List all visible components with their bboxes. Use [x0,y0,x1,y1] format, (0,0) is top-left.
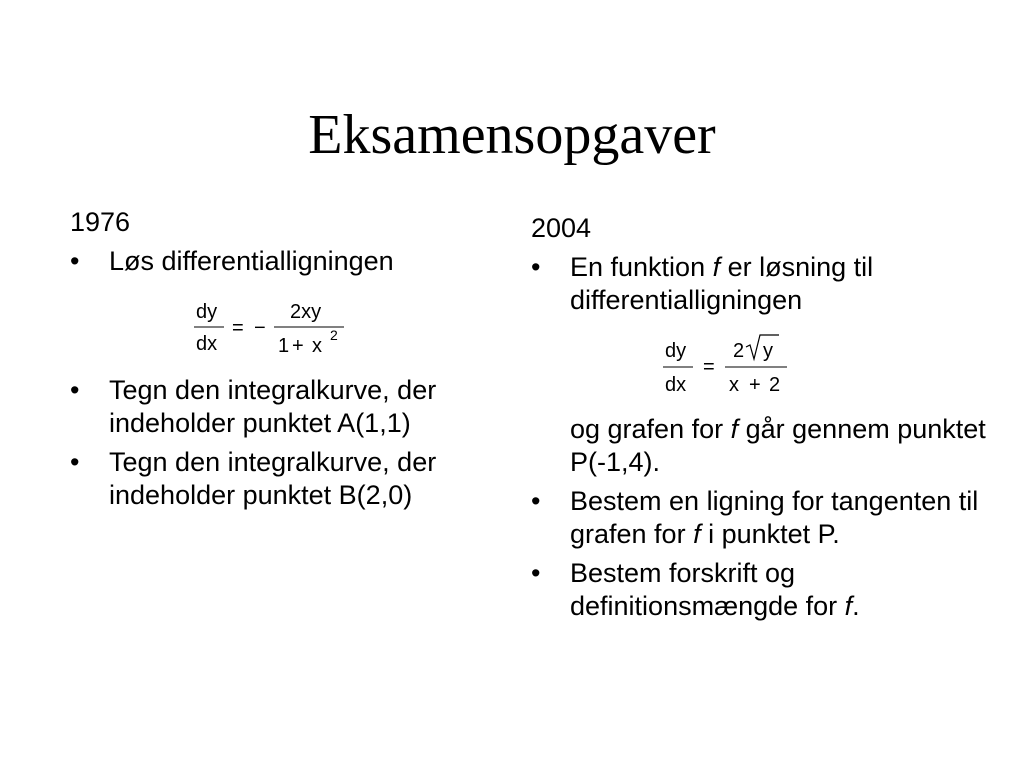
year-2004: 2004 [531,213,592,243]
equation-1976 [70,290,500,364]
bullet-text: Tegn den integralkurve, der indeholder punktet B(2,0) [109,447,437,510]
eq-equals: = [232,317,244,339]
function-f: f [844,591,853,621]
bullet-dot: • [531,252,541,282]
bullet-text: Løs differentialligningen [109,246,394,276]
bullet-dot: • [70,246,80,276]
eq-equals: = [703,356,715,378]
eq-den-plus: + [749,374,761,396]
function-f: f [712,252,721,282]
function-f: f [730,414,739,444]
left-column [70,206,500,518]
eq-den-plus: + [292,335,304,357]
bullet-item-function [531,251,991,317]
equation-svg [661,329,801,403]
bullet-item-curve-a [70,374,500,440]
bullet-text-post: er løsning til differentialligningen [570,252,874,315]
slide-title: Eksamensopgaver [308,104,716,166]
right-column [531,212,991,629]
eq-den-dx: dx [665,374,687,396]
eq-den-x: x [729,374,739,396]
eq-num-dy: dy [196,301,218,323]
bullet-dot: • [70,447,80,477]
eq-den-dx: dx [196,333,218,355]
cont-text-pre: og grafen for [570,414,731,444]
bullet-item-tangent [531,485,991,551]
bullet-text-pre: Bestem en ligning for tangenten til grafen for [570,486,979,549]
bullet-text: Tegn den integralkurve, der indeholder punktet A(1,1) [109,375,437,438]
bullet-dot: • [531,486,541,516]
continuation-text [531,413,991,479]
equation-svg [190,290,360,364]
eq-minus: − [254,317,266,339]
bullet-text-post: i punktet P. [700,519,840,549]
eq-den-x: x [312,335,322,357]
bullet-item-solve [70,245,500,278]
bullet-text-pre: Bestem forskrift og definitionsmængde for [570,558,845,621]
year-1976: 1976 [70,207,131,237]
eq-den-one: 1 [278,335,290,357]
bullet-text-pre: En funktion [570,252,713,282]
equation-2004 [531,329,991,403]
eq-num-coef: 2 [733,340,745,362]
bullet-dot: • [70,375,80,405]
eq-num-2xy: 2xy [290,301,322,323]
bullet-text-post: . [852,591,860,621]
eq-den-two: 2 [769,374,781,396]
bullet-item-formula [531,557,991,623]
bullet-dot: • [531,558,541,588]
cont-text-post: går gennem punktet P(-1,4). [570,414,986,477]
eq-num-dy: dy [665,340,687,362]
eq-num-radicand: y [763,340,773,362]
eq-den-exponent: 2 [330,327,338,343]
function-f: f [693,519,701,549]
bullet-item-curve-b [70,446,500,512]
